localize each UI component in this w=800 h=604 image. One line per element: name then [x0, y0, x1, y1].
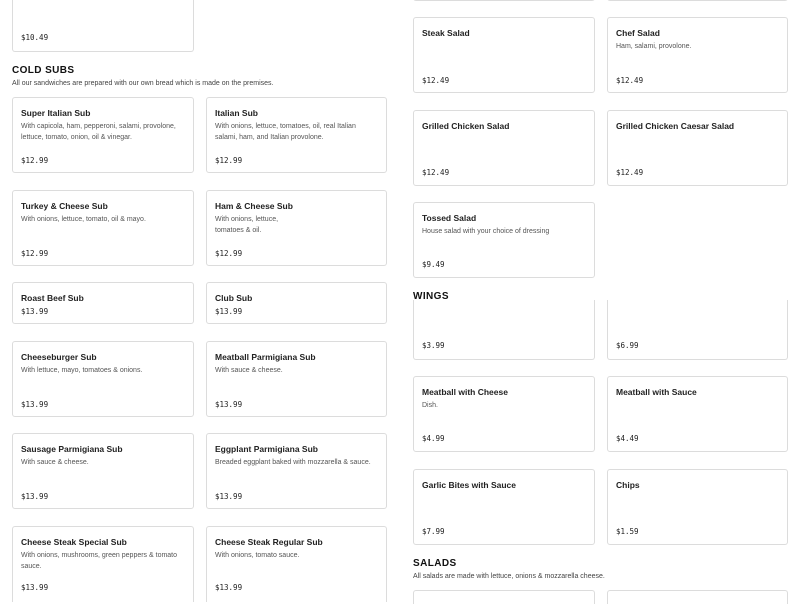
item-price: $9.49	[422, 260, 445, 269]
item-name: Tossed Salad	[422, 213, 477, 223]
item-name: Super Italian Sub	[21, 108, 91, 118]
item-name: Sausage Parmigiana Sub	[21, 444, 123, 454]
menu-item-turkey-cheese-sub[interactable]	[12, 190, 194, 266]
item-name: Meatball with Sauce	[616, 387, 697, 397]
item-name: Steak Salad	[422, 28, 470, 38]
item-name: Grilled Chicken Salad	[422, 121, 510, 131]
menu-item-italian-sub[interactable]	[206, 97, 387, 173]
item-price: $12.99	[215, 156, 243, 165]
item-name: Italian Sub	[215, 108, 258, 118]
item-description: With onions, mushrooms, green peppers & tomato sauce.	[21, 552, 178, 570]
menu-item-garlic-bites-with-sauce[interactable]	[413, 469, 595, 545]
item-price: $7.99	[422, 527, 445, 536]
item-price: $12.49	[422, 168, 450, 177]
section-title-wings: WINGS	[413, 291, 449, 302]
menu-item-card[interactable]	[413, 0, 595, 1]
menu-item-super-italian-sub[interactable]	[12, 97, 194, 173]
item-price: $12.99	[21, 249, 49, 258]
menu-item-meatball-with-sauce[interactable]	[607, 376, 788, 452]
item-description: With sauce & cheese.	[21, 459, 89, 466]
menu-item-tossed-salad[interactable]	[413, 202, 595, 278]
menu-item-roast-beef-sub[interactable]	[12, 282, 194, 324]
item-price: $13.99	[21, 492, 49, 501]
menu-item-chips[interactable]	[607, 469, 788, 545]
item-description: Breaded eggplant baked with mozzarella & sauce.	[215, 459, 371, 466]
item-name: Turkey & Cheese Sub	[21, 201, 108, 211]
item-price: $1.59	[616, 527, 639, 536]
menu-item-card[interactable]	[12, 0, 194, 52]
item-name: Garlic Bites with Sauce	[422, 480, 517, 490]
item-name: Cheeseburger Sub	[21, 352, 97, 362]
item-name: Chef Salad	[616, 28, 660, 38]
menu-item-sausage-parmigiana-sub[interactable]	[12, 433, 194, 509]
menu-item-meatball-parmigiana-sub[interactable]	[206, 341, 387, 417]
menu-item-meatball-with-cheese[interactable]	[413, 376, 595, 452]
item-price: $12.49	[616, 168, 644, 177]
section-description-salads: All salads are made with lettuce, onions & mozzarella cheese.	[413, 573, 605, 580]
item-description: With sauce & cheese.	[215, 367, 283, 374]
item-price: $13.99	[215, 492, 243, 501]
item-name: Meatball Parmigiana Sub	[215, 352, 316, 362]
menu-item-wings-2[interactable]	[607, 300, 788, 360]
menu-item-cheese-steak-regular-sub[interactable]	[206, 526, 387, 602]
item-price: $10.49	[21, 33, 49, 42]
item-price: $12.49	[616, 76, 644, 85]
item-name: Eggplant Parmigiana Sub	[215, 444, 318, 454]
item-name: Chips	[616, 480, 640, 490]
menu-item-cheeseburger-sub[interactable]	[12, 341, 194, 417]
item-description: With onions, lettuce, tomato, oil & mayo.	[21, 216, 146, 223]
item-price: $13.99	[215, 400, 243, 409]
item-name: Meatball with Cheese	[422, 387, 508, 397]
item-price: $13.99	[21, 583, 49, 592]
menu-item-chef-salad[interactable]	[607, 17, 788, 93]
item-name: Cheese Steak Special Sub	[21, 537, 127, 547]
menu-item-eggplant-parmigiana-sub[interactable]	[206, 433, 387, 509]
item-price: $13.99	[215, 583, 243, 592]
menu-item-steak-salad[interactable]	[413, 17, 595, 93]
item-price: $13.99	[215, 307, 243, 316]
menu-item-card[interactable]	[607, 0, 788, 1]
item-price: $12.49	[422, 76, 450, 85]
menu-item-grilled-chicken-caesar-salad[interactable]	[607, 110, 788, 186]
menu-item-ham-cheese-sub[interactable]	[206, 190, 387, 266]
section-title-salads: SALADS	[413, 558, 457, 569]
item-description: With onions, lettuce, tomatoes, oil, real Italian salami, ham, and Italian provolone.	[215, 123, 356, 141]
section-description-cold-subs: All our sandwiches are prepared with our own bread which is made on the premises.	[12, 80, 274, 87]
item-price: $12.99	[21, 156, 49, 165]
menu-item-wings-1[interactable]	[413, 300, 595, 360]
item-name: Grilled Chicken Caesar Salad	[616, 121, 735, 131]
item-description: With onions, tomato sauce.	[215, 552, 300, 559]
menu-item-card[interactable]	[413, 590, 595, 604]
item-price: $13.99	[21, 307, 49, 316]
item-price: $3.99	[422, 341, 445, 350]
menu-item-cheese-steak-special-sub[interactable]	[12, 526, 194, 602]
item-description: With capicola, ham, pepperoni, salami, provolone, lettuce, tomato, onion, oil & vinegar.	[21, 123, 176, 141]
section-title-cold-subs: COLD SUBS	[12, 65, 75, 76]
item-price: $12.99	[215, 249, 243, 258]
item-price: $6.99	[616, 341, 639, 350]
item-price: $4.49	[616, 434, 639, 443]
item-description: With onions, lettuce, tomatoes & oil.	[215, 216, 279, 234]
menu-item-grilled-chicken-salad[interactable]	[413, 110, 595, 186]
item-name: Ham & Cheese Sub	[215, 201, 293, 211]
item-price: $4.99	[422, 434, 445, 443]
item-description: Dish.	[422, 402, 438, 409]
item-price: $13.99	[21, 400, 49, 409]
item-description: With lettuce, mayo, tomatoes & onions.	[21, 367, 143, 374]
menu-item-club-sub[interactable]	[206, 282, 387, 324]
item-name: Cheese Steak Regular Sub	[215, 537, 323, 547]
item-name: Roast Beef Sub	[21, 293, 84, 303]
item-name: Club Sub	[215, 293, 253, 303]
item-description: Ham, salami, provolone.	[616, 43, 692, 50]
menu-item-card[interactable]	[607, 590, 788, 604]
item-description: House salad with your choice of dressing	[422, 228, 550, 235]
